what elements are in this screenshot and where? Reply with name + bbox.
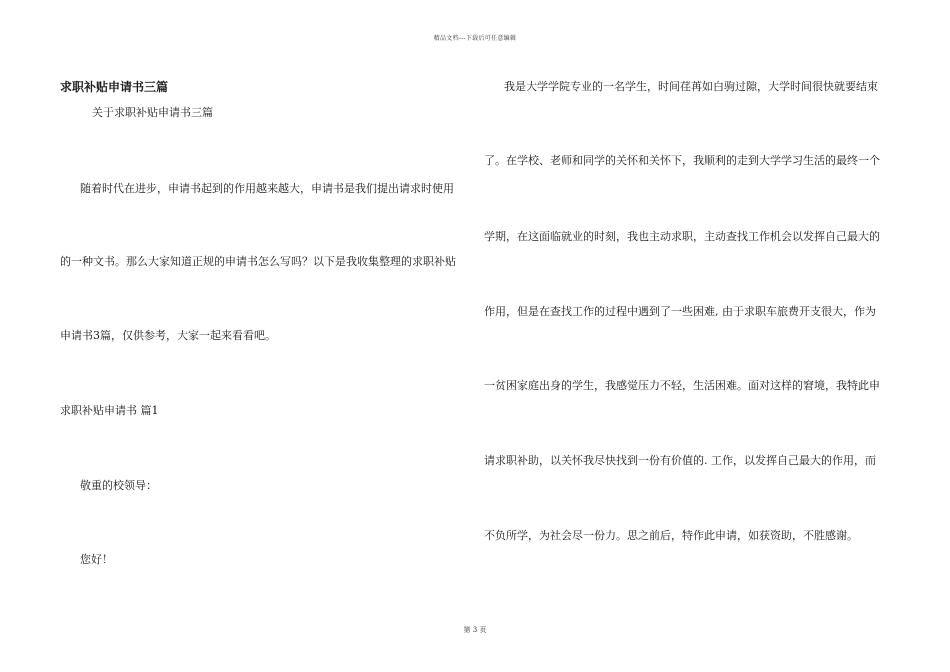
page-header: 精品文档---下载后可任意编辑 [433,35,517,42]
body-line-2: 了。在学校、老师和同学的关怀和关怀下，我顺利的走到大学学习生活的最终一个 [484,154,880,167]
body-line-4: 作用，但是在查找工作的过程中遇到了一些困难, 由于求职车旅费开支很大，作为 [484,305,876,318]
intro-line-2: 的一种文书。那么大家知道正规的申请书怎么写吗？以下是我收集整理的求职补贴 [60,255,456,268]
intro-line-3: 申请书3篇，仅供参考，大家一起来看看吧。 [60,329,276,342]
section-heading: 求职补贴申请书 篇1 [60,404,159,417]
document-subtitle: 关于求职补贴申请书三篇 [92,106,213,119]
body-line-3: 学期，在这面临就业的时刻，我也主动求职，主动查找工作机会以发挥自己最大的 [484,230,880,243]
page-number: 第 3 页 [463,626,487,634]
body-line-5: 一贫困家庭出身的学生，我感觉压力不轻，生活困难。面对这样的窘境，我特此申 [484,379,880,392]
body-line-6: 请求职补助，以关怀我尽快找到一份有价值的. 工作，以发挥自己最大的作用，而 [484,454,876,467]
document-title: 求职补贴申请书三篇 [60,80,169,94]
body-line-7: 不负所学，为社会尽一份力。思之前后，特作此申请，如获资助，不胜感谢。 [484,529,858,542]
body-line-1: 我是大学学院专业的一名学生，时间荏苒如白驹过隙，大学时间很快就要结束 [504,80,878,93]
greeting: 您好！ [80,553,113,566]
intro-line-1: 随着时代在进步，申请书起到的作用越来越大，申请书是我们提出请求时使用 [80,182,454,195]
salutation: 敬重的校领导： [80,479,157,492]
